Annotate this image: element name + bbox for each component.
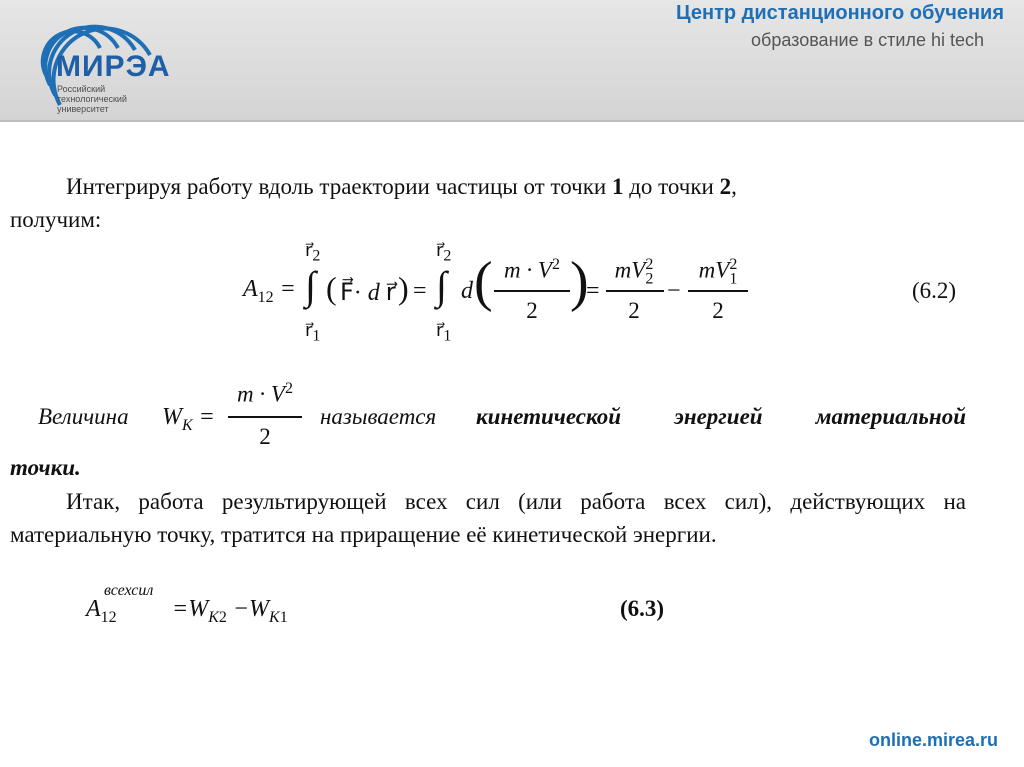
header-divider (0, 120, 1024, 122)
equation-6-3-number: (6.3) (620, 596, 665, 621)
paragraph-1: Интегрируя работу вдоль траектории частицы от точки 1 до точки 2, (66, 174, 737, 199)
paragraph-3: Итак, работа результирующей всех сил (или работа всех сил), действующих на материальную точку, тратится на приращение её кинетической энергии. (10, 489, 966, 547)
logo-subtitle: Российский технологический университет (57, 84, 127, 114)
logo-name: МИРЭА (56, 50, 171, 83)
center-title: Центр дистанционного обучения (676, 2, 1004, 24)
equation-6-2-number: (6.2) (912, 278, 957, 303)
center-subtitle: образование в стиле hi tech (751, 30, 984, 50)
site-url: online.mirea.ru (868, 730, 998, 750)
header-bar (0, 0, 1024, 120)
paragraph-1-line2: получим: (10, 207, 102, 232)
